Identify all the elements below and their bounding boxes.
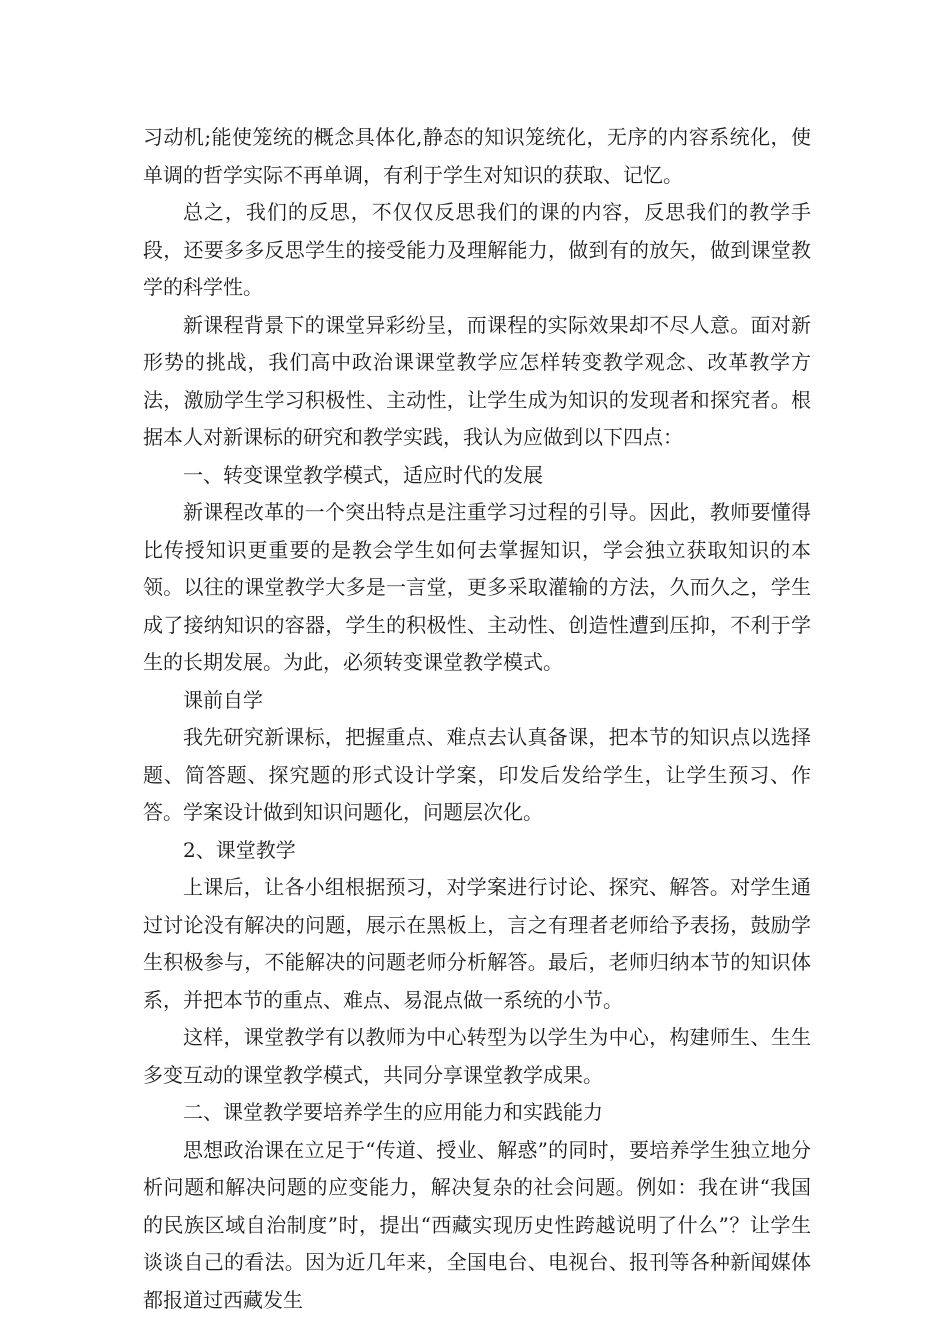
paragraph-8: 思想政治课在立足于“传道、授业、解惑”的同时，要培养学生独立地分析问题和解决问题的应变能力，解决复杂的社会问题。例如：我在讲“我国的民族区域自治制度”时，提出“西藏实现历史性跨越说明了什么”？让学生谈谈自己的看法。因为近几年来，全国电台、电视台、报刊等各种新闻媒体都报道过西藏发生 (143, 1137, 811, 1312)
paragraph-1: 习动机;能使笼统的概念具体化,静态的知识笼统化，无序的内容系统化，使单调的哲学实际不再单调，有利于学生对知识的获取、记忆。 (143, 125, 811, 187)
paragraph-4: 新课程改革的一个突出特点是注重学习过程的引导。因此，教师要懂得比传授知识更重要的是教会学生如何去掌握知识，学会独立获取知识的本领。以往的课堂教学大多是一言堂，更多采取灌输的方法，久而久之，学生成了接纳知识的容器，学生的积极性、主动性、创造性遭到压抑，不利于学生的长期发展。为此，必须转变课堂教学模式。 (143, 500, 811, 674)
section-heading-2: 二、课堂教学要培养学生的应用能力和实践能力 (183, 1100, 603, 1124)
subheading-pre-class-study: 课前自学 (183, 687, 263, 712)
document-body (143, 119, 811, 1319)
paragraph-6: 上课后，让各小组根据预习，对学案进行讨论、探究、解答。对学生通过讨论没有解决的问题，展示在黑板上，言之有理者老师给予表扬，鼓励学生积极参与，不能解决的问题老师分析解答。最后，老师归纳本节的知识体系，并把本节的重点、难点、易混点做一系统的小节。 (143, 875, 811, 1012)
paragraph-3: 新课程背景下的课堂异彩纷呈，而课程的实际效果却不尽人意。面对新形势的挑战，我们高中政治课课堂教学应怎样转变教学观念、改革教学方法，激励学生学习积极性、主动性，让学生成为知识的发现者和探究者。根据本人对新课标的研究和教学实践，我认为应做到以下四点： (143, 312, 811, 449)
paragraph-2: 总之，我们的反思，不仅仅反思我们的课的内容，反思我们的教学手段，还要多多反思学生的接受能力及理解能力，做到有的放矢，做到课堂教学的科学性。 (143, 200, 811, 299)
section-heading-1: 一、转变课堂教学模式，适应时代的发展 (183, 462, 543, 487)
subheading-classroom-teaching: 2、课堂教学 (183, 837, 296, 862)
paragraph-5: 我先研究新课标，把握重点、难点去认真备课，把本节的知识点以选择题、简答题、探究题的形式设计学案，印发后发给学生，让学生预习、作答。学案设计做到知识问题化，问题层次化。 (143, 725, 811, 824)
paragraph-7: 这样，课堂教学有以教师为中心转型为以学生为中心，构建师生、生生多变互动的课堂教学模式，共同分享课堂教学成果。 (143, 1025, 811, 1087)
